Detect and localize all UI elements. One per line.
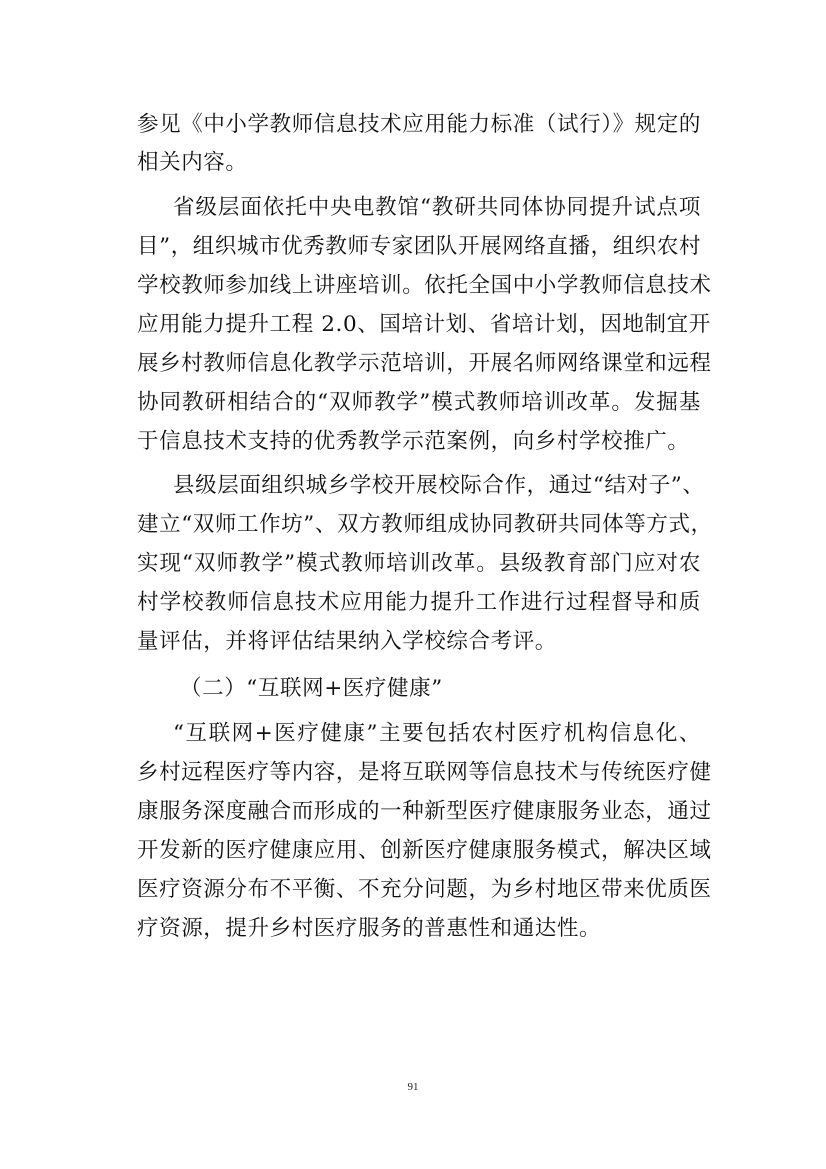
text-line: 相关内容。 xyxy=(137,150,248,175)
paragraph-first-line: 县级层面组织城乡学校开展校际合作，通过“结对子”、 xyxy=(173,473,705,498)
text-line: 康服务深度融合而形成的一种新型医疗健康服务业态，通过 xyxy=(137,799,712,824)
text-line: 实现“双师教学”模式教师培训改革。县级教育部门应对农 xyxy=(137,551,701,576)
paragraph-first-line: 省级层面依托中央电教馆“教研共同体协同提升试点项 xyxy=(173,195,701,220)
text-line: 开发新的医疗健康应用、创新医疗健康服务模式，解决区域 xyxy=(137,838,712,863)
text-line: 学校教师参加线上讲座培训。依托全国中小学教师信息技术 xyxy=(137,273,712,298)
text-line: 医疗资源分布不平衡、不充分问题，为乡村地区带来优质医 xyxy=(137,877,712,902)
text-line: 疗资源，提升乡村医疗服务的普惠性和通达性。 xyxy=(137,916,602,941)
text-line: 参见《中小学教师信息技术应用能力标准（试行）》规定的 xyxy=(137,112,701,137)
page-number: 91 xyxy=(407,1081,419,1093)
text-line: 协同教研相结合的“双师教学”模式教师培训改革。发掘基 xyxy=(137,390,701,415)
text-line: 乡村远程医疗等内容，是将互联网等信息技术与传统医疗健 xyxy=(137,760,712,785)
text-line: 村学校教师信息技术应用能力提升工作进行过程督导和质 xyxy=(137,590,701,615)
text-line: 应用能力提升工程 2.0、国培计划、省培计划，因地制宜开 xyxy=(137,312,711,337)
text-line: 目”，组织城市优秀教师专家团队开展网络直播，组织农村 xyxy=(137,234,702,259)
paragraph-first-line: “互联网+医疗健康”主要包括农村医疗机构信息化、 xyxy=(173,721,701,746)
text-line: 建立“双师工作坊”、双方教师组成协同教研共同体等方式， xyxy=(137,512,713,537)
text-line: 于信息技术支持的优秀教学示范案例，向乡村学校推广。 xyxy=(137,429,690,454)
section-heading: （二）“互联网+医疗健康” xyxy=(180,676,443,701)
text-line: 展乡村教师信息化教学示范培训，开展名师网络课堂和远程 xyxy=(137,351,712,376)
text-line: 量评估，并将评估结果纳入学校综合考评。 xyxy=(137,629,557,654)
